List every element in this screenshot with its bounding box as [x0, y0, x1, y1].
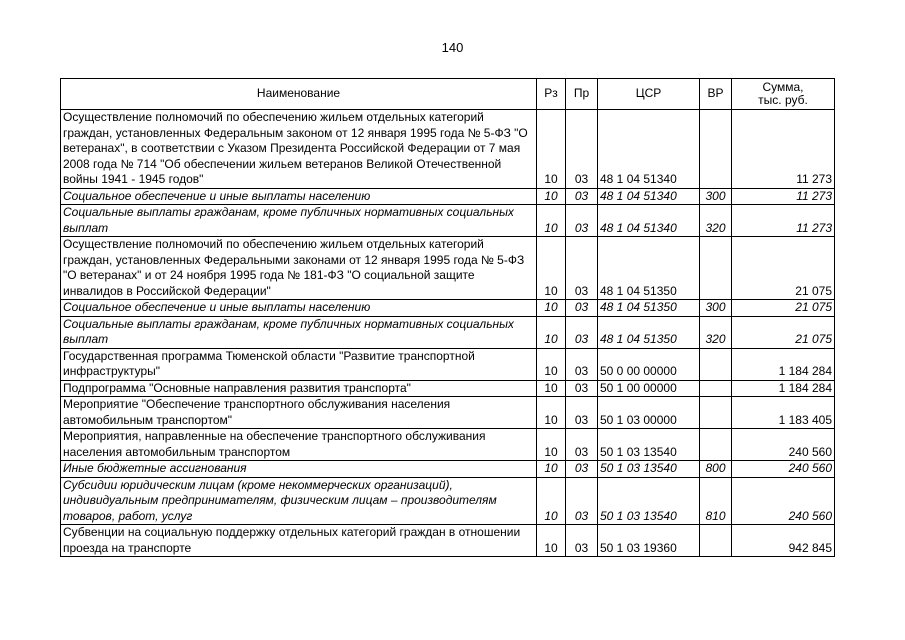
table-row	[61, 188, 835, 205]
cell-csr: 48 1 04 51350	[598, 300, 700, 317]
table-row	[61, 429, 835, 461]
cell-sum: 11 273	[732, 188, 835, 205]
cell-pr: 03	[566, 525, 598, 557]
cell-csr: 50 1 03 13540	[598, 461, 700, 478]
cell-rz: 10	[537, 477, 566, 525]
cell-rz: 10	[537, 348, 566, 380]
cell-rz: 10	[537, 525, 566, 557]
cell-name: Социальные выплаты гражданам, кроме публичных нормативных социальных выплат	[61, 205, 537, 237]
table-row	[61, 348, 835, 380]
cell-rz: 10	[537, 300, 566, 317]
cell-vr: 320	[700, 205, 732, 237]
cell-name: Осуществление полномочий по обеспечению жильем отдельных категорий граждан, установленных Федеральным законом от 12 января 1995 года № 5-ФЗ "О ветеранах", в соответствии с Указом Президента Российской Федерации от 7 мая 2008 года № 714 "Об обеспечении жильем ветеранов Великой Отечественной войны 1941 - 1945 годов"	[61, 110, 537, 189]
cell-sum: 942 845	[732, 525, 835, 557]
cell-name: Социальные выплаты гражданам, кроме публичных нормативных социальных выплат	[61, 316, 537, 348]
cell-rz: 10	[537, 188, 566, 205]
cell-sum: 21 075	[732, 300, 835, 317]
cell-sum: 240 560	[732, 477, 835, 525]
cell-rz: 10	[537, 429, 566, 461]
cell-csr: 50 1 00 00000	[598, 380, 700, 397]
header-rz: Рз	[537, 79, 566, 110]
cell-sum: 1 184 284	[732, 380, 835, 397]
cell-csr: 50 0 00 00000	[598, 348, 700, 380]
cell-name: Субвенции на социальную поддержку отдельных категорий граждан в отношении проезда на транспорте	[61, 525, 537, 557]
cell-name: Социальное обеспечение и иные выплаты населению	[61, 300, 537, 317]
cell-vr	[700, 110, 732, 189]
header-sum-line1: Сумма,	[762, 80, 804, 94]
table-row	[61, 477, 835, 525]
table-body	[61, 110, 835, 557]
table-row	[61, 397, 835, 429]
header-csr: ЦСР	[598, 79, 700, 110]
budget-table	[60, 78, 835, 557]
cell-name: Государственная программа Тюменской области "Развитие транспортной инфраструктуры"	[61, 348, 537, 380]
cell-vr: 810	[700, 477, 732, 525]
cell-pr: 03	[566, 461, 598, 478]
cell-pr: 03	[566, 397, 598, 429]
cell-sum: 1 183 405	[732, 397, 835, 429]
header-row	[61, 79, 835, 110]
cell-pr: 03	[566, 205, 598, 237]
table-row	[61, 380, 835, 397]
cell-rz: 10	[537, 397, 566, 429]
cell-sum: 21 075	[732, 316, 835, 348]
cell-pr: 03	[566, 348, 598, 380]
cell-vr: 300	[700, 300, 732, 317]
cell-name: Субсидии юридическим лицам (кроме некоммерческих организаций), индивидуальным предпринимателям, физическим лицам – производителям товаров, работ, услуг	[61, 477, 537, 525]
cell-pr: 03	[566, 237, 598, 300]
cell-name: Социальное обеспечение и иные выплаты населению	[61, 188, 537, 205]
cell-rz: 10	[537, 316, 566, 348]
cell-pr: 03	[566, 188, 598, 205]
table-row	[61, 316, 835, 348]
cell-csr: 50 1 03 13540	[598, 429, 700, 461]
table-row	[61, 237, 835, 300]
header-sum	[732, 79, 835, 110]
cell-rz: 10	[537, 380, 566, 397]
table-row	[61, 205, 835, 237]
cell-pr: 03	[566, 300, 598, 317]
cell-csr: 48 1 04 51340	[598, 110, 700, 189]
cell-rz: 10	[537, 461, 566, 478]
cell-pr: 03	[566, 110, 598, 189]
table-row	[61, 300, 835, 317]
header-sum-line2: тыс. руб.	[758, 93, 808, 107]
cell-vr	[700, 429, 732, 461]
cell-name: Осуществление полномочий по обеспечению жильем отдельных категорий граждан, установленных Федеральными законами от 12 января 1995 года № 5-ФЗ "О ветеранах" и от 24 ноября 1995 года № 181-ФЗ "О социальной защите инвалидов в Российской Федерации"	[61, 237, 537, 300]
cell-name: Мероприятия, направленные на обеспечение транспортного обслуживания населения автомобильным транспортом	[61, 429, 537, 461]
cell-vr: 300	[700, 188, 732, 205]
cell-rz: 10	[537, 237, 566, 300]
cell-vr	[700, 348, 732, 380]
table-row	[61, 110, 835, 189]
cell-sum: 11 273	[732, 110, 835, 189]
cell-csr: 50 1 03 19360	[598, 525, 700, 557]
cell-csr: 48 1 04 51340	[598, 188, 700, 205]
cell-csr: 48 1 04 51350	[598, 237, 700, 300]
cell-vr	[700, 237, 732, 300]
header-pr: Пр	[566, 79, 598, 110]
cell-pr: 03	[566, 316, 598, 348]
header-vr: ВР	[700, 79, 732, 110]
cell-vr	[700, 380, 732, 397]
cell-rz: 10	[537, 205, 566, 237]
cell-pr: 03	[566, 380, 598, 397]
cell-csr: 48 1 04 51350	[598, 316, 700, 348]
cell-sum: 240 560	[732, 429, 835, 461]
cell-name: Иные бюджетные ассигнования	[61, 461, 537, 478]
cell-name: Мероприятие "Обеспечение транспортного обслуживания населения автомобильным транспортом"	[61, 397, 537, 429]
cell-rz: 10	[537, 110, 566, 189]
page-number: 140	[441, 40, 464, 55]
cell-csr: 50 1 03 00000	[598, 397, 700, 429]
cell-vr	[700, 397, 732, 429]
table-row	[61, 461, 835, 478]
cell-csr: 50 1 03 13540	[598, 477, 700, 525]
cell-csr: 48 1 04 51340	[598, 205, 700, 237]
cell-sum: 1 184 284	[732, 348, 835, 380]
cell-sum: 11 273	[732, 205, 835, 237]
cell-pr: 03	[566, 477, 598, 525]
table-row	[61, 525, 835, 557]
cell-vr: 320	[700, 316, 732, 348]
cell-vr	[700, 525, 732, 557]
cell-vr: 800	[700, 461, 732, 478]
header-name: Наименование	[61, 79, 537, 110]
cell-sum: 21 075	[732, 237, 835, 300]
cell-pr: 03	[566, 429, 598, 461]
cell-sum: 240 560	[732, 461, 835, 478]
cell-name: Подпрограмма "Основные направления развития транспорта"	[61, 380, 537, 397]
